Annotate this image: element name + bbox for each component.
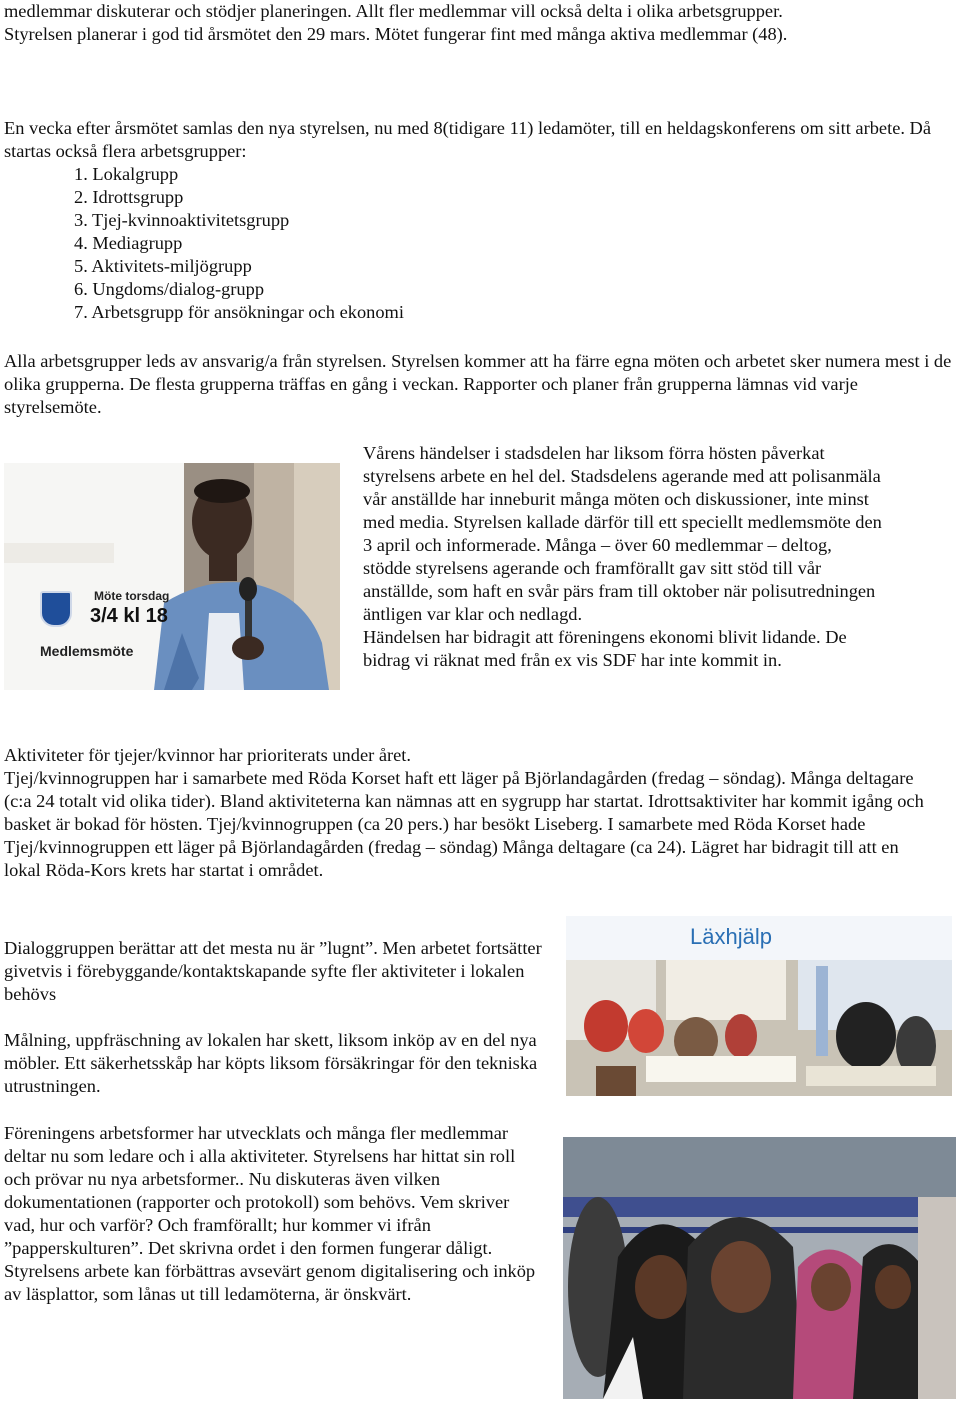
poster-line-1: Möte torsdag <box>94 589 170 603</box>
women-group-photo <box>563 1137 956 1399</box>
intro-paragraph-1: medlemmar diskuterar och stödjer planeringen. Allt fler medlemmar vill också delta i olika arbetsgrupper. <box>4 1 783 21</box>
list-item: 3. Tjej-kvinnoaktivitetsgrupp <box>74 210 290 230</box>
intro-section <box>4 0 956 46</box>
spring-events-section <box>363 442 883 672</box>
list-item: 2. Idrottsgrupp <box>74 187 184 207</box>
spring-events-paragraph-2: Händelsen har bidragit att föreningens ekonomi blivit lidande. De bidrag vi räknat med från ex vis SDF har inte kommit in. <box>363 627 847 670</box>
spring-events-paragraph-1: Vårens händelser i stadsdelen har liksom förra hösten påverkat styrelsens arbete en hel del. Stadsdelens agerande med att polisanmäla vår anställde har inneburit många möten och diskussioner, inte minst med media. Styrelsen kallade därför till ett speciellt medlemsmöte den 3 april och informerade. Många – över 60 medlemmar – deltog, stödde styrelsens agerande och framförallt gav sitt stöd till vår anställde, som haft en svår pärs fram till oktober när polisutredningen äntligen var klar och nedlagd. <box>363 443 882 624</box>
list-item: 6. Ungdoms/dialog-grupp <box>74 279 265 299</box>
list-item: 7. Arbetsgrupp för ansökningar och ekonomi <box>74 302 404 322</box>
conference-section <box>4 117 956 324</box>
work-forms-paragraph: Föreningens arbetsformer har utvecklats och många fler medlemmar deltar nu som ledare och i alla aktiviteter. Styrelsens har hittat sin roll och prövar nu nya arbetsformer.. Nu diskuteras även vilken dokumentationen (rapporter och protokoll) som behövs. Vem skriver vad, hur och varför? Och framförallt; hur kommer vi ifrån ”papperskulturen”. Det skrivna ordet i den formen fungerar dåligt. Styrelsens arbete kan förbättras avsevärt genom digitalisering och inköp av läsplattor, som lånas ut till ledamöterna, är önskvärt. <box>4 1123 536 1304</box>
women-paragraph-1: Aktiviteter för tjejer/kvinnor har prioriterats under året. <box>4 745 411 765</box>
poster-line-3: Medlemsmöte <box>40 643 134 659</box>
women-activities-section <box>4 744 924 882</box>
list-item: 1. Lokalgrupp <box>74 164 179 184</box>
speaker-photo <box>4 463 340 690</box>
painting-paragraph: Målning, uppfräschning av lokalen har skett, liksom inköp av en del nya möbler. Ett säkerhetsskåp har köpts liksom försäkringar för den tekniska utrustningen. <box>4 1030 538 1096</box>
homework-photo-caption: Läxhjälp <box>690 924 772 949</box>
list-item: 4. Mediagrupp <box>74 233 183 253</box>
intro-paragraph-2: Styrelsen planerar i god tid årsmötet den 29 mars. Mötet fungerar fint med många aktiva medlemmar (48). <box>4 24 788 44</box>
conference-paragraph: En vecka efter årsmötet samlas den nya styrelsen, nu med 8(tidigare 11) ledamöter, till en heldagskonferens om sitt arbete. Då startas också flera arbetsgrupper: <box>4 118 931 161</box>
list-item: 5. Aktivitets-miljögrupp <box>74 256 252 276</box>
club-badge-icon <box>40 591 72 627</box>
women-paragraph-2: Tjej/kvinnogruppen har i samarbete med Röda Korset haft ett läger på Björlandagården (fredag – söndag). Många deltagare (c:a 24 totalt vid olika tider). Bland aktiviteterna kan nämnas att en sygrupp har startat. Idrottsaktiviter har kommit igång och basket är bokad för hösten. Tjej/kvinnogruppen (ca 20 pers.) har besökt Liseberg. I samarbete med Röda Korset hade Tjej/kvinnogruppen ett läger på Björlandagården (fredag – söndag) Många deltagare (ca 24). Lägret har bidragit till att en lokal Röda-Kors krets har startat i området. <box>4 768 924 880</box>
poster-line-2: 3/4 kl 18 <box>90 605 168 627</box>
dialog-paragraph: Dialoggruppen berättar att det mesta nu är ”lugnt”. Men arbetet fortsätter givetvis i förebyggande/kontaktskapande syfte fler aktiviteter i lokalen behövs <box>4 938 542 1004</box>
homework-help-photo <box>566 916 952 1096</box>
women-photo-graphic <box>563 1137 956 1399</box>
working-groups-list <box>4 163 956 324</box>
groups-info-paragraph: Alla arbetsgrupper leds av ansvarig/a från styrelsen. Styrelsen kommer att ha färre egna möten och arbetet sker numera mest i de olika grupperna. De flesta grupperna träffas en gång i veckan. Rapporter och planer från grupperna lämnas vid varje styrelsemöte. <box>4 351 952 417</box>
